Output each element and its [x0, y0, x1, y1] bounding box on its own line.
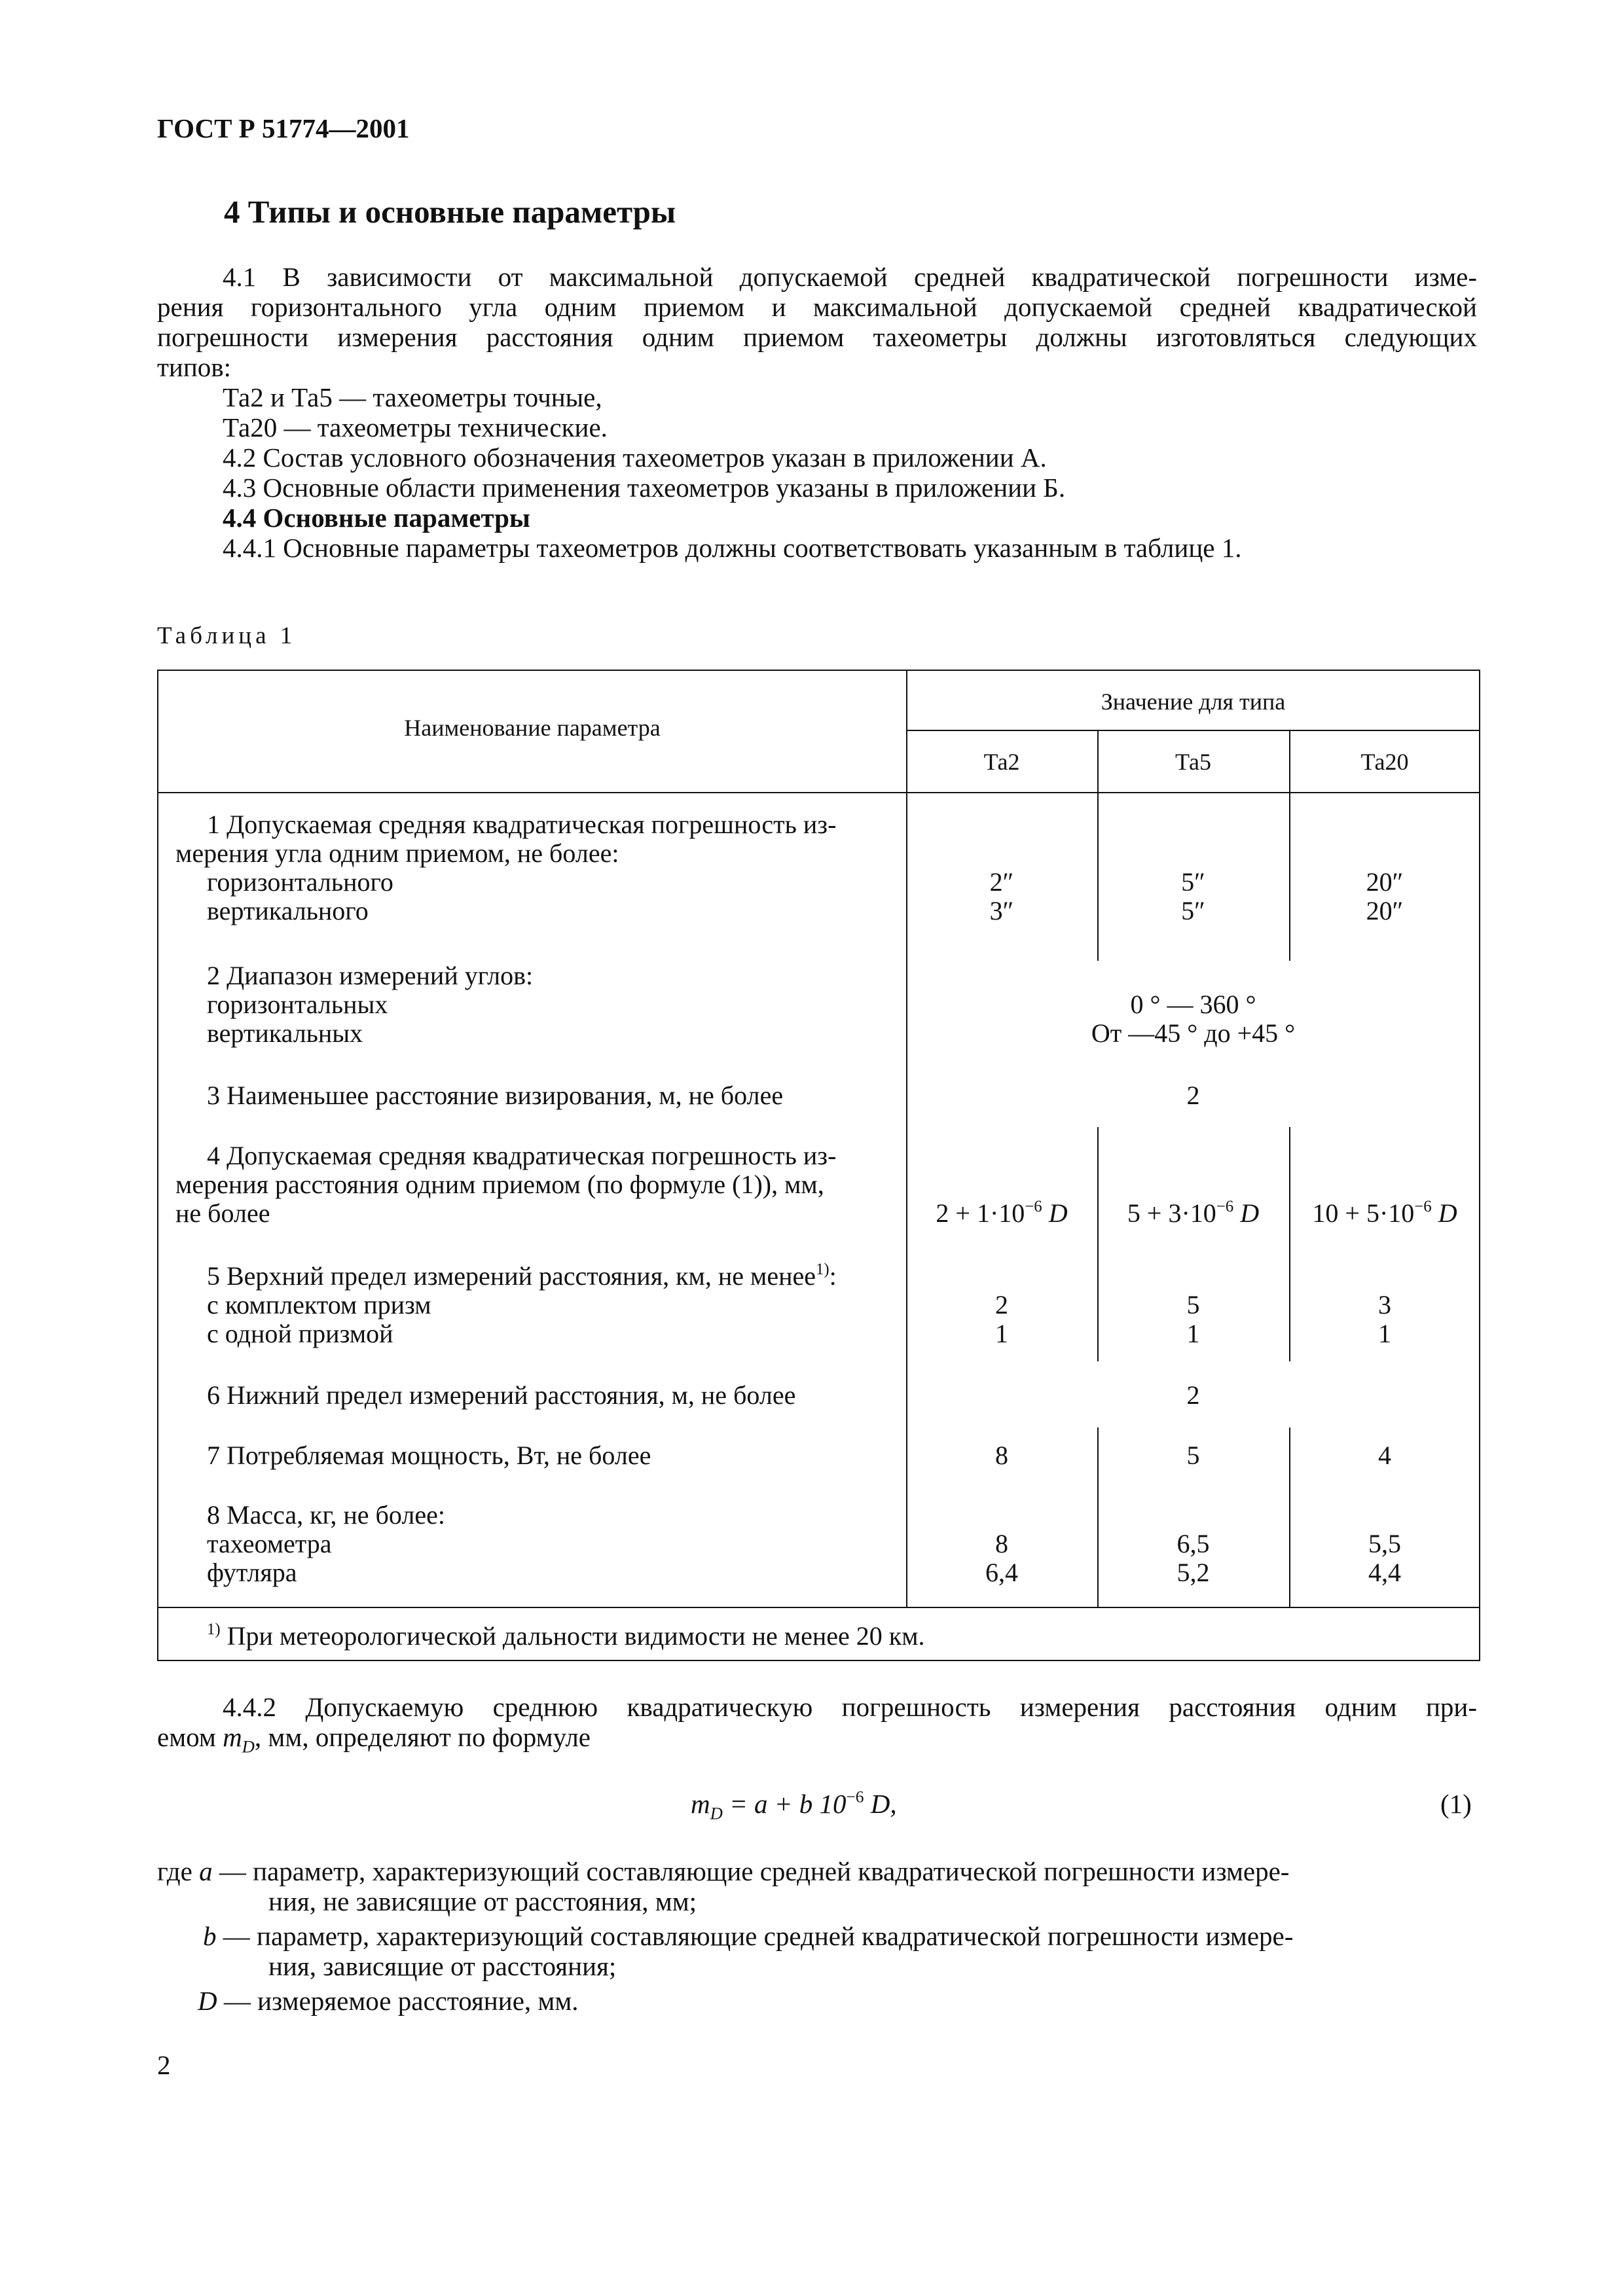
cell-value-base: 10 + 5·10: [1312, 1198, 1415, 1228]
table-cell-merged: [906, 1381, 1480, 1410]
row-text: с комплектом призм: [207, 1290, 431, 1319]
legend-dash: —: [216, 1921, 257, 1951]
subscript: D: [710, 1803, 723, 1823]
legend-item-a-cont: ния, не зависящие от расстояния, мм;: [268, 1886, 697, 1916]
formula-part: D,: [864, 1789, 897, 1819]
row-text: горизонтального: [207, 867, 393, 897]
cell-value: 5,5: [1368, 1529, 1401, 1558]
row-text-tail: :: [829, 1261, 837, 1291]
cell-value: [906, 1199, 1097, 1228]
formula: [691, 1787, 897, 1823]
table-row-label: [175, 1501, 445, 1587]
paragraph-4-2: 4.2 Состав условного обозначения тахеометров указан в приложении А.: [223, 442, 1047, 473]
text-line: 4.1 В зависимости от максимальной допускаемой средней квадратической погрешности изме-: [223, 262, 1477, 292]
section-title: 4 Типы и основные параметры: [224, 194, 676, 230]
table-cell: [1289, 1530, 1480, 1587]
table-cell: [1097, 1530, 1289, 1587]
table-row-label: [175, 1081, 783, 1110]
row-text: мерения угла одним приемом, не более:: [175, 838, 619, 868]
header-type-ta20: Та20: [1360, 749, 1409, 775]
text-line: рения горизонтального угла одним приемом и максимальной допускаемой средней квадратической: [157, 292, 1477, 322]
cell-value: 5″: [1181, 896, 1205, 925]
row-text: [175, 1262, 837, 1291]
text-line: 4.4.2 Допускаемую среднюю квадратическую погрешность измерения расстояния одним при-: [223, 1692, 1477, 1722]
type-line: Та2 и Та5 — тахеометры точные,: [223, 382, 602, 412]
table-cell: [906, 1291, 1097, 1348]
cell-value: 3″: [989, 896, 1014, 925]
text-fragment: , мм, определяют по формуле: [254, 1722, 591, 1752]
legend-symbol: D: [198, 1986, 217, 2016]
cell-value: 1: [995, 1319, 1008, 1348]
cell-value: 5: [1186, 1441, 1200, 1470]
cell-value: 20″: [1366, 896, 1404, 925]
legend-dash: —: [212, 1856, 253, 1886]
table-row-label: [175, 1381, 795, 1410]
row-text: 4 Допускаемая средняя квадратическая погрешность из-: [207, 1141, 837, 1170]
table-cell: [1097, 868, 1289, 925]
legend-dash: —: [217, 1986, 258, 2016]
table-cell-merged: [906, 1081, 1480, 1110]
formula-number: (1): [1440, 1789, 1472, 1819]
variable: m: [223, 1722, 242, 1752]
footnote-line: [175, 1622, 925, 1651]
variable: D: [1048, 1198, 1068, 1228]
subsection-title-4-4: 4.4 Основные параметры: [223, 503, 530, 533]
document-header: ГОСТ Р 51774—2001: [157, 113, 410, 143]
header-type-ta5: Та5: [1175, 749, 1212, 775]
legend-text: параметр, характеризующий составляющие средней квадратической погрешности измере-: [257, 1921, 1294, 1951]
cell-value: 5: [1186, 1290, 1200, 1319]
table-cell: [1289, 1441, 1480, 1470]
row-text: футляра: [207, 1558, 297, 1587]
footnote-text: При метеорологической дальности видимости не менее 20 км.: [227, 1621, 925, 1651]
table-cell-merged: [906, 990, 1480, 1048]
exponent: −6: [1414, 1197, 1432, 1215]
text-line: типов:: [157, 352, 232, 382]
cell-value: 8: [995, 1529, 1008, 1558]
row-text: с одной призмой: [207, 1319, 393, 1348]
table-cell: [1097, 1199, 1289, 1228]
cell-value: 6,5: [1176, 1529, 1210, 1558]
table-row-label: [175, 1441, 651, 1470]
legend-symbol: a: [199, 1856, 213, 1886]
table-rule: [906, 730, 1480, 731]
table-caption: Таблица 1: [157, 622, 297, 649]
row-text: тахеометра: [207, 1529, 332, 1558]
text-line: [157, 1722, 1477, 1757]
row-text: 1 Допускаемая средняя квадратическая погрешность из-: [207, 810, 837, 839]
legend-item-d: [198, 1986, 579, 2016]
row-text: 8 Масса, кг, не более:: [207, 1500, 445, 1530]
cell-value: 2: [995, 1290, 1008, 1319]
cell-value: 1: [1378, 1319, 1391, 1348]
type-line: Та20 — тахеометры технические.: [223, 412, 608, 442]
cell-value: [1097, 1199, 1289, 1228]
text-fragment: емом: [157, 1722, 216, 1752]
row-text: 7 Потребляемая мощность, Вт, не более: [207, 1441, 651, 1470]
footnote-mark: 1): [815, 1260, 830, 1278]
row-text-main: 5 Верхний предел измерений расстояния, км, не менее: [207, 1261, 816, 1291]
cell-value: [1289, 1199, 1480, 1228]
exponent: −6: [1216, 1197, 1234, 1215]
table-cell: [1289, 1199, 1480, 1228]
formula-part: = a + b 10: [722, 1789, 847, 1819]
cell-value: 2: [1186, 1380, 1200, 1410]
paragraph-4-3: 4.3 Основные области применения тахеометров указаны в приложении Б.: [223, 473, 1066, 503]
table-cell: [1097, 1441, 1289, 1470]
legend-text: параметр, характеризующий составляющие средней квадратической погрешности измере-: [253, 1856, 1290, 1886]
cell-value: 2″: [989, 867, 1014, 897]
cell-value-base: 5 + 3·10: [1127, 1198, 1216, 1228]
table-cell: [1097, 1291, 1289, 1348]
table-cell: [1289, 1291, 1480, 1348]
cell-value: 6,4: [985, 1558, 1018, 1587]
cell-value: От —45 ° до +45 °: [1091, 1018, 1296, 1048]
table-cell: [906, 868, 1097, 925]
page-number: 2: [157, 2050, 171, 2080]
row-text: вертикальных: [207, 1018, 363, 1048]
footnote-mark: 1): [207, 1620, 221, 1638]
paragraph-4-4-2: [157, 1692, 1477, 1757]
header-parameter-name: Наименование параметра: [404, 715, 661, 741]
paragraph-4-4-1: 4.4.1 Основные параметры тахеометров должны соответствовать указанным в таблице 1.: [223, 533, 1242, 563]
table-cell: [906, 1199, 1097, 1228]
table-row-label: [175, 810, 836, 925]
cell-value: 1: [1186, 1319, 1200, 1348]
cell-value: 4: [1378, 1441, 1391, 1470]
parameters-table: [157, 670, 1480, 1661]
header-value-for-type: Значение для типа: [1101, 689, 1286, 715]
legend-text: измеряемое расстояние, мм.: [257, 1986, 579, 2016]
row-text: не более: [175, 1198, 270, 1228]
table-cell: [1289, 868, 1480, 925]
row-text: мерения расстояния одним приемом (по формуле (1)), мм,: [175, 1170, 824, 1199]
text-line: погрешности измерения расстояния одним приемом тахеометры должны изготовляться следующих: [157, 322, 1477, 352]
legend-prefix: где: [157, 1856, 200, 1886]
row-text: 6 Нижний предел измерений расстояния, м, не более: [207, 1380, 796, 1410]
cell-value: 3: [1378, 1290, 1391, 1319]
table-footnote: [175, 1622, 925, 1651]
cell-value: 8: [995, 1441, 1008, 1470]
cell-value: 4,4: [1368, 1558, 1401, 1587]
table-rule: [158, 792, 1480, 793]
cell-value: 2: [1186, 1081, 1200, 1110]
legend-item-a: [157, 1856, 1289, 1886]
exponent: −6: [846, 1787, 864, 1806]
variable: m: [691, 1789, 710, 1819]
legend-item-b: [203, 1921, 1293, 1951]
row-text: вертикального: [207, 896, 369, 925]
variable: D: [1438, 1198, 1457, 1228]
table-cell: [906, 1530, 1097, 1587]
table-row-label: [175, 1262, 837, 1348]
cell-value: 5″: [1181, 867, 1205, 897]
cell-value: 5,2: [1176, 1558, 1210, 1587]
subscript: D: [242, 1736, 255, 1757]
legend-symbol: b: [203, 1921, 217, 1951]
paragraph-4-1: [157, 262, 1477, 563]
legend-item-b-cont: ния, зависящие от расстояния;: [268, 1951, 617, 1981]
table-row-label: [175, 1141, 836, 1228]
row-text: 2 Диапазон измерений углов:: [207, 961, 534, 990]
cell-value-base: 2 + 1·10: [936, 1198, 1025, 1228]
table-cell: [906, 1441, 1097, 1470]
exponent: −6: [1025, 1197, 1042, 1215]
cell-value: 20″: [1366, 867, 1404, 897]
header-type-ta2: Та2: [983, 749, 1020, 775]
table-row-label: [175, 961, 533, 1048]
cell-value: 0 ° — 360 °: [1130, 990, 1256, 1019]
variable: D: [1240, 1198, 1260, 1228]
row-text: горизонтальных: [207, 990, 388, 1019]
row-text: 3 Наименьшее расстояние визирования, м, не более: [207, 1081, 784, 1110]
table-rule: [158, 1607, 1480, 1608]
